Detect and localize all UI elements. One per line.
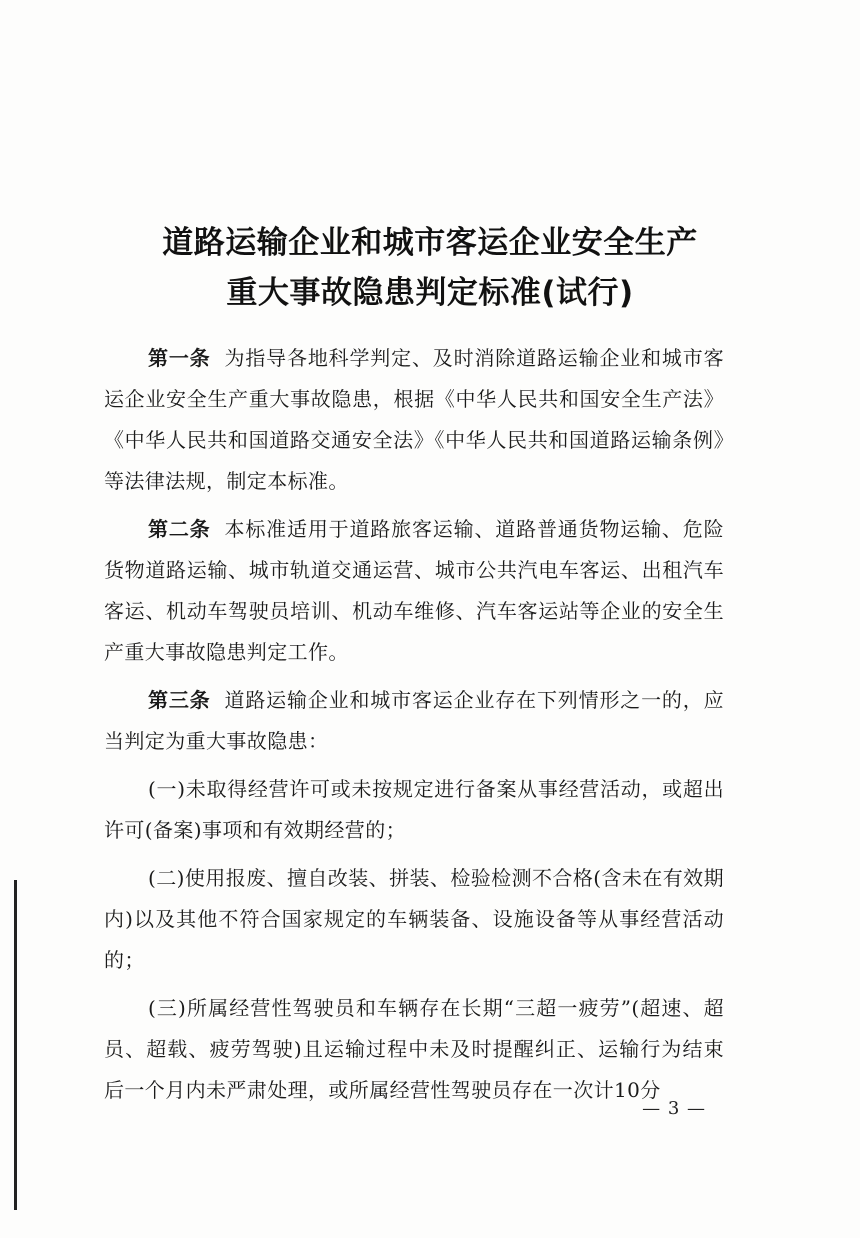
article-1-label: 第一条: [148, 346, 211, 370]
article-1-text: 为指导各地科学判定、及时消除道路运输企业和城市客运企业安全生产重大事故隐患，根据《中华人民共和国安全生产法》《中华人民共和国道路交通安全法》《中华人民共和国道路运输条例》等法律法规，制定本标准。: [104, 346, 724, 493]
article-2: [104, 509, 724, 673]
document-title: [0, 218, 860, 318]
clause-1: [104, 769, 724, 851]
article-3-label: 第三条: [148, 688, 211, 712]
article-1: [104, 338, 724, 502]
article-2-text: 本标准适用于道路旅客运输、道路普通货物运输、危险货物道路运输、城市轨道交通运营、城市公共汽电车客运、出租汽车客运、机动车驾驶员培训、机动车维修、汽车客运站等企业的安全生产重大事故隐患判定工作。: [104, 517, 724, 664]
clause-1-text: (一)未取得经营许可或未按规定进行备案从事经营活动，或超出许可(备案)事项和有效期经营的；: [104, 777, 724, 842]
article-3-text: 道路运输企业和城市客运企业存在下列情形之一的，应当判定为重大事故隐患：: [104, 688, 724, 753]
page-number: — 3 —: [642, 1098, 706, 1119]
clause-3: [104, 988, 724, 1111]
article-2-label: 第二条: [148, 517, 211, 541]
clause-2-text: (二)使用报废、擅自改装、拼装、检验检测不合格(含未在有效期内)以及其他不符合国家规定的车辆装备、设施设备等从事经营活动的；: [104, 866, 724, 972]
article-3: [104, 680, 724, 762]
binding-edge-mark: [14, 880, 17, 1210]
clause-2: [104, 858, 724, 981]
title-line-1: 道路运输企业和城市客运企业安全生产: [162, 225, 698, 261]
document-body: [104, 338, 724, 1118]
title-line-2: 重大事故隐患判定标准(试行): [226, 275, 634, 311]
clause-3-text: (三)所属经营性驾驶员和车辆存在长期“三超一疲劳”(超速、超员、超载、疲劳驾驶)且运输过程中未及时提醒纠正、运输行为结束后一个月内未严肃处理，或所属经营性驾驶员存在一次计10分: [104, 996, 724, 1102]
